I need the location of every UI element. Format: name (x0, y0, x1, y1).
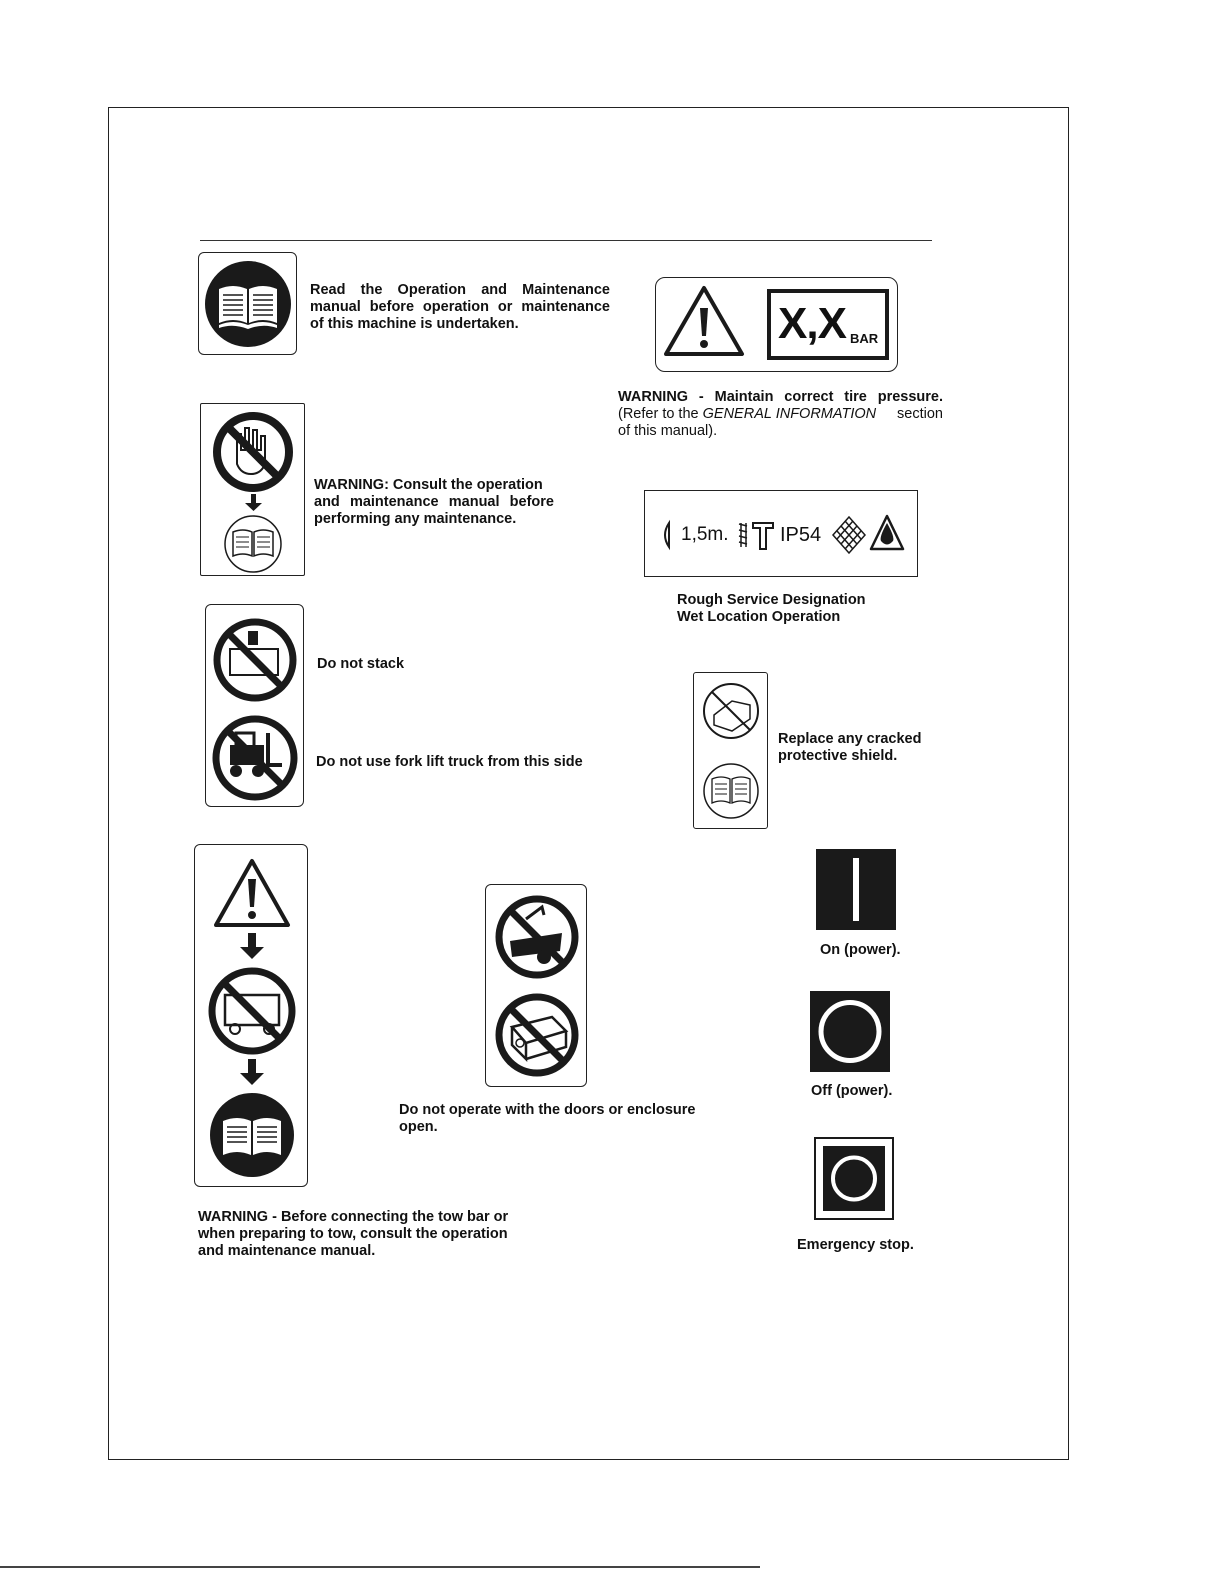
open-book-icon (205, 261, 291, 347)
cracked-shield-text-2: protective shield. (778, 748, 898, 764)
no-open-door-icon (499, 899, 575, 975)
down-arrow-icon-2 (240, 1059, 264, 1085)
manual-book-icon (225, 516, 281, 572)
tire-pressure-decal (655, 277, 898, 372)
tow-bar-text-2: when preparing to tow, consult the operation (198, 1226, 508, 1242)
footer-rule (0, 1566, 760, 1568)
tow-bar-text-1: WARNING - Before connecting the tow bar or (198, 1209, 509, 1225)
drop-warning-icon (871, 516, 903, 549)
rough-service-ip: IP54 (780, 524, 822, 546)
tire-pressure-text-3: of this manual). (618, 423, 718, 439)
consult-maintenance-text-3: performing any maintenance. (314, 511, 517, 527)
consult-maintenance-decal (200, 403, 305, 576)
tow-bar-decal (194, 844, 308, 1187)
consult-maintenance-text-1: WARNING: Consult the operation (314, 477, 543, 493)
warning-triangle-icon (216, 861, 288, 925)
no-open-enclosure-icon (499, 997, 575, 1073)
rough-service-height: 1,5m. (681, 524, 729, 545)
dust-grid-icon (833, 517, 865, 553)
rough-service-text-1: Rough Service Designation (677, 592, 866, 608)
no-cracked-shield-icon (704, 684, 758, 738)
down-arrow-icon (240, 933, 264, 959)
no-forklift-text: Do not use fork lift truck from this side (316, 754, 583, 770)
doors-open-decal (485, 884, 587, 1087)
doors-open-text-2: open. (399, 1119, 438, 1135)
power-on-icon (816, 849, 896, 930)
read-manual-text-1: Read the Operation and Maintenance (310, 282, 610, 298)
no-stack-text: Do not stack (317, 656, 405, 672)
power-on-text: On (power). (820, 942, 901, 958)
hammer-icon (753, 523, 773, 549)
power-off-icon (810, 991, 890, 1072)
tire-pressure-ref-section: GENERAL INFORMATION (702, 406, 877, 422)
tire-pressure-ref-post: section (897, 406, 943, 422)
power-on-bar (853, 858, 859, 921)
down-arrow-icon (245, 494, 262, 511)
no-stack-forklift-decal (205, 604, 304, 807)
no-forklift-icon (216, 719, 294, 797)
consult-maintenance-text-2: and maintenance manual before (314, 494, 554, 510)
tire-pressure-ref-pre: (Refer to the (618, 406, 703, 422)
cracked-shield-text-1: Replace any cracked (778, 731, 922, 747)
tire-pressure-text-1: WARNING - Maintain correct tire pressure. (618, 389, 943, 405)
rough-service-text-2: Wet Location Operation (677, 609, 841, 625)
doors-open-text-1: Do not operate with the doors or enclosure (399, 1102, 696, 1118)
tire-pressure-value: X,X (778, 299, 846, 348)
tow-bar-text-3: and maintenance manual. (198, 1243, 376, 1259)
read-manual-text-2: manual before operation or maintenance (310, 299, 610, 315)
read-manual-text-3: of this machine is undertaken. (310, 316, 519, 332)
no-stack-icon (217, 622, 293, 698)
emergency-stop-text: Emergency stop. (797, 1237, 914, 1253)
header-rule (200, 240, 932, 241)
read-manual-decal (198, 252, 297, 355)
no-hand-icon (217, 416, 289, 488)
emergency-stop-icon (814, 1137, 894, 1220)
rough-service-decal (644, 490, 918, 577)
tire-pressure-text-2 (618, 406, 943, 423)
warning-triangle-icon (666, 288, 742, 354)
rain-icon (739, 523, 747, 547)
open-book-icon (210, 1093, 294, 1177)
power-off-text: Off (power). (811, 1083, 893, 1099)
no-towing-icon (212, 971, 292, 1051)
cracked-shield-decal (693, 672, 768, 829)
manual-book-icon (704, 764, 758, 818)
tire-pressure-unit: BAR (850, 331, 879, 346)
